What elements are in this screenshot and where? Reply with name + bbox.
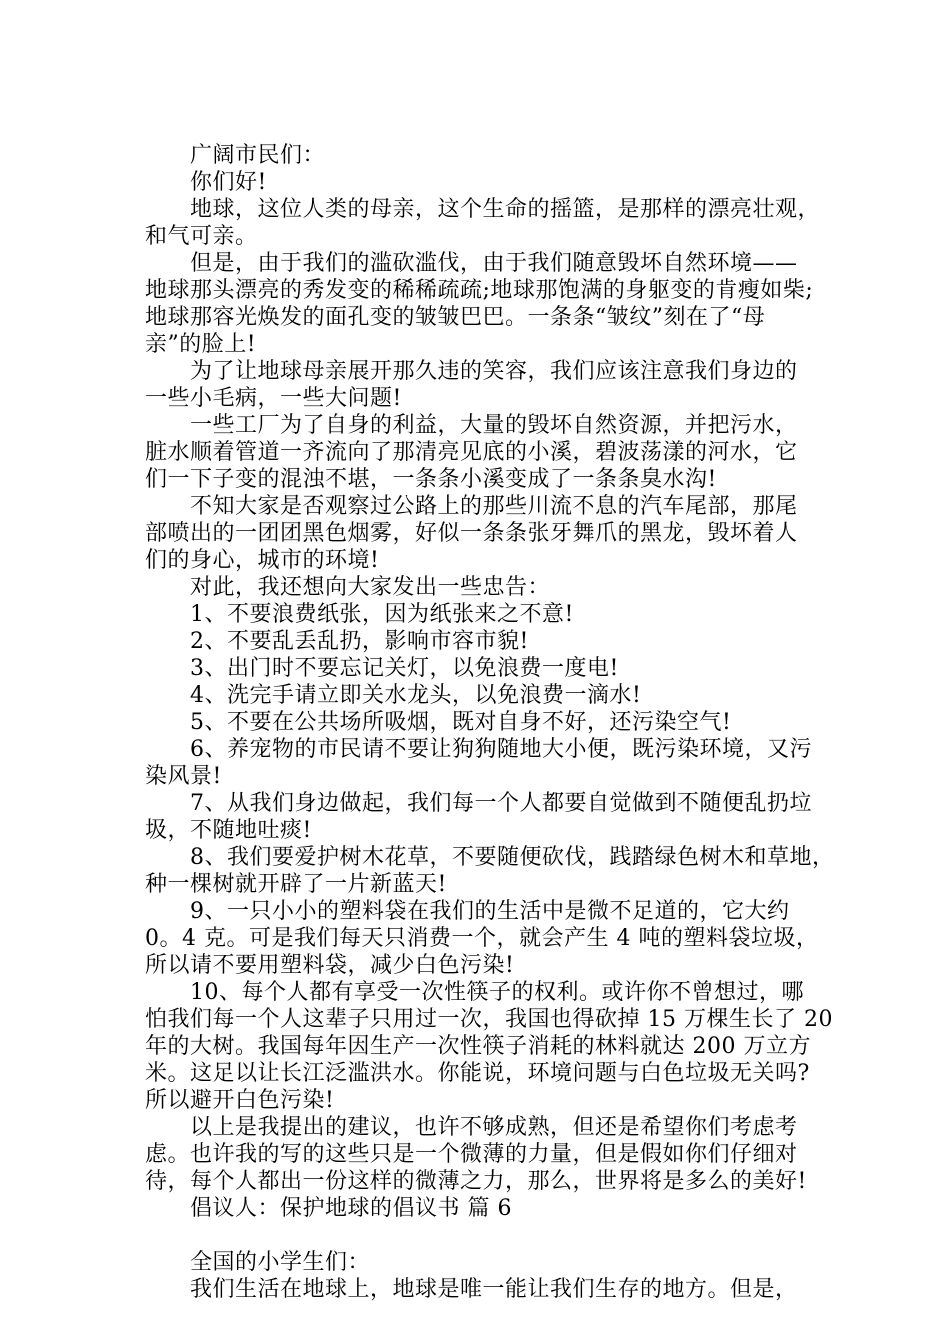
document-page bbox=[145, 142, 835, 1303]
line-34: 年的大树。我国每年因生产一次性筷子消耗的林料就达 200 万立方 bbox=[145, 1034, 811, 1059]
line-5: 但是，由于我们的滥砍滥伐，由于我们随意毁坏自然环境—— bbox=[190, 251, 798, 276]
line-9: 为了让地球母亲展开那久违的笑容，我们应该注意我们身边的 bbox=[190, 359, 798, 384]
line-3: 地球，这位人类的母亲，这个生命的摇篮，是那样的漂亮壮观， bbox=[190, 197, 821, 222]
line-38: 虑。也许我的写的这些只是一个微薄的力量，但是假如你们仔细对 bbox=[145, 1142, 798, 1167]
line-28: 种一棵树就开辟了一片新蓝天! bbox=[145, 872, 447, 897]
line-7: 地球那容光焕发的面孔变的皱皱巴巴。一条条“皱纹”刻在了“母 bbox=[145, 305, 766, 330]
line-18: 1、不要浪费纸张，因为纸张来之不意! bbox=[190, 602, 574, 627]
line-2: 你们好! bbox=[190, 170, 267, 195]
line-33: 怕我们每一个人这辈子只用过一次，我国也得砍掉 15 万棵生长了 20 bbox=[145, 1007, 833, 1032]
line-36: 所以避开白色污染! bbox=[145, 1088, 335, 1113]
line-40: 倡议人：保护地球的倡议书 篇 6 bbox=[190, 1196, 512, 1221]
line-20: 3、出门时不要忘记关灯，以免浪费一度电! bbox=[190, 656, 619, 681]
line-42: 全国的小学生们： bbox=[190, 1250, 371, 1275]
line-12: 脏水顺着管道一齐流向了那清亮见底的小溪，碧波荡漾的河水，它 bbox=[145, 440, 798, 465]
line-21: 4、洗完手请立即关水龙头，以免浪费一滴水! bbox=[190, 683, 642, 708]
line-26: 圾，不随地吐痰! bbox=[145, 818, 312, 843]
line-23: 6、养宠物的市民请不要让狗狗随地大小便，既污染环境，又污 bbox=[190, 737, 812, 762]
line-15: 部喷出的一团团黑色烟雾，好似一条条张牙舞爪的黑龙，毁坏着人 bbox=[145, 521, 798, 546]
line-10: 一些小毛病，一些大问题! bbox=[145, 386, 402, 411]
line-1: 广阔市民们： bbox=[190, 143, 326, 168]
line-30: 0。4 克。可是我们每天只消费一个，就会产生 4 吨的塑料袋垃圾， bbox=[145, 926, 819, 951]
line-27: 8、我们要爱护树木花草，不要随便砍伐，践踏绿色树木和草地， bbox=[190, 845, 835, 870]
line-39: 待，每个人都出一份这样的微薄之力，那么，世界将是多么的美好! bbox=[145, 1169, 807, 1194]
line-8: 亲”的脸上! bbox=[145, 332, 257, 357]
line-11: 一些工厂为了自身的利益，大量的毁坏自然资源，并把污水， bbox=[190, 413, 798, 438]
line-16: 们的身心，城市的环境! bbox=[145, 548, 380, 573]
line-22: 5、不要在公共场所吸烟，既对自身不好，还污染空气! bbox=[190, 710, 732, 735]
line-32: 10、每个人都有享受一次性筷子的权利。或许你不曾想过，哪 bbox=[190, 980, 804, 1005]
line-17: 对此，我还想向大家发出一些忠告： bbox=[190, 575, 551, 600]
line-19: 2、不要乱丢乱扔，影响市容市貌! bbox=[190, 629, 529, 654]
line-4: 和气可亲。 bbox=[145, 224, 258, 249]
line-13: 们一下子变的混浊不堪，一条条小溪变成了一条条臭水沟! bbox=[145, 467, 717, 492]
line-37: 以上是我提出的建议，也许不够成熟，但还是希望你们考虑考 bbox=[190, 1115, 798, 1140]
line-29: 9、一只小小的塑料袋在我们的生活中是微不足道的，它大约 bbox=[190, 899, 790, 924]
blank-line bbox=[145, 1222, 815, 1249]
line-6: 地球那头漂亮的秀发变的稀稀疏疏;地球那饱满的身躯变的肯瘦如柴; bbox=[145, 278, 814, 303]
line-35: 米。这足以让长江泛滥洪水。你能说，环境问题与白色垃圾无关吗? bbox=[145, 1061, 810, 1086]
line-25: 7、从我们身边做起，我们每一个人都要自觉做到不随便乱扔垃 bbox=[190, 791, 812, 816]
line-31: 所以请不要用塑料袋，减少白色污染! bbox=[145, 953, 515, 978]
line-14: 不知大家是否观察过公路上的那些川流不息的汽车尾部，那尾 bbox=[190, 494, 798, 519]
line-43: 我们生活在地球上，地球是唯一能让我们生存的地方。但是， bbox=[190, 1277, 798, 1302]
line-24: 染风景! bbox=[145, 764, 222, 789]
